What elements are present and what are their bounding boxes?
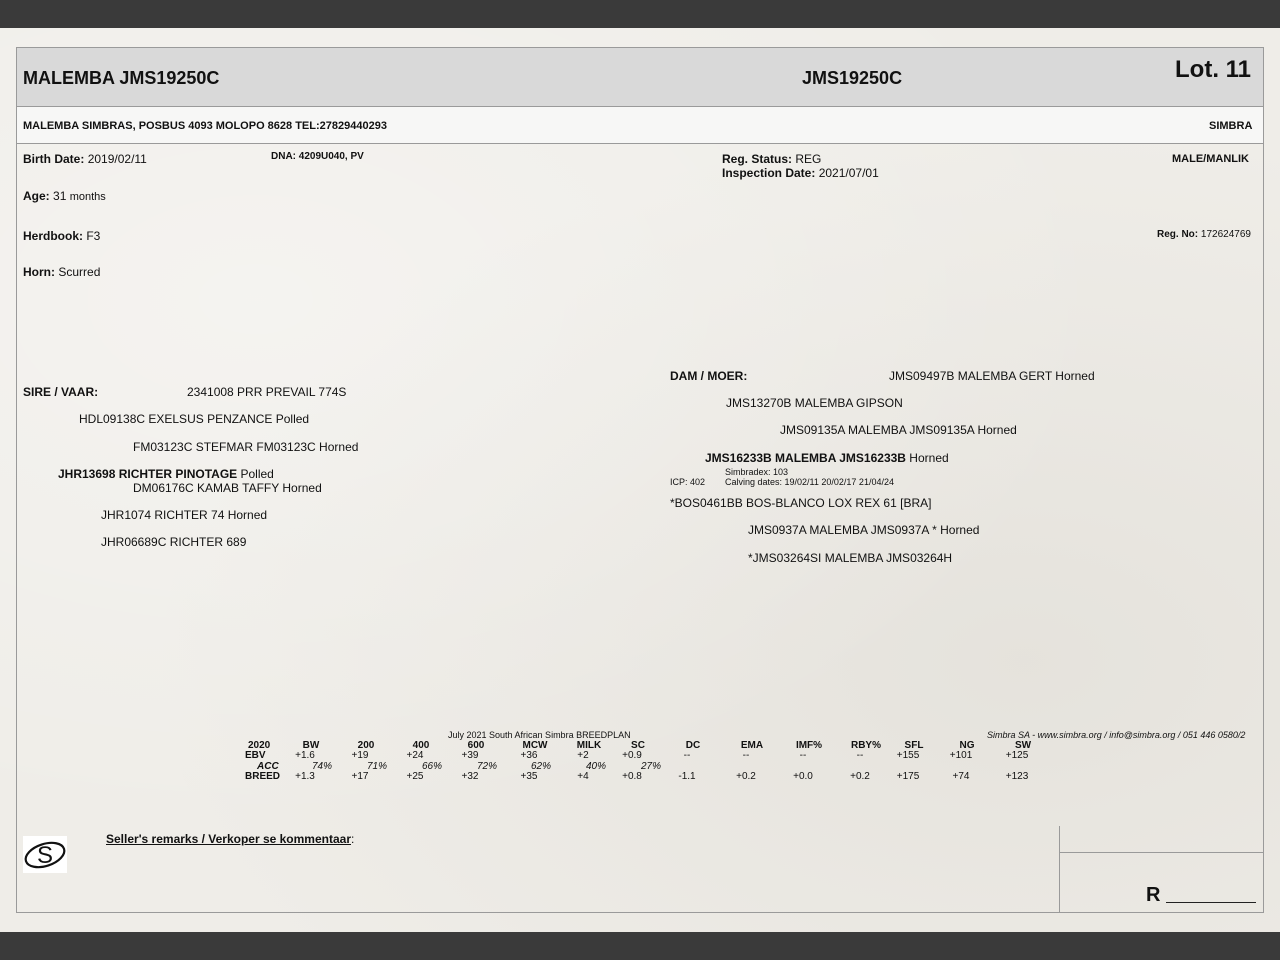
- sex: MALE/MANLIK: [1172, 153, 1249, 165]
- bp-breed-cell: +0.2: [736, 771, 756, 782]
- bp-breed-cell: +35: [520, 771, 538, 782]
- bp-column-header: SC: [631, 740, 645, 751]
- sire-sire: HDL09138C EXELSUS PENZANCE Polled: [79, 412, 310, 426]
- bp-acc-cell: 27%: [640, 761, 662, 772]
- bp-acc-cell: 40%: [585, 761, 607, 772]
- bp-breed-cell: +0.0: [793, 771, 813, 782]
- lot-number: Lot. 11: [1175, 56, 1252, 83]
- breedplan-title: July 2021 South African Simbra BREEDPLAN: [448, 730, 631, 740]
- sire-dam: JHR1074 RICHTER 74 Horned: [101, 508, 268, 522]
- simbra-logo: [23, 836, 67, 873]
- bp-breed-cell: -1.1: [678, 771, 696, 782]
- inspection-date: Inspection Date: 2021/07/01: [722, 166, 879, 180]
- bp-acc-cell: 71%: [366, 761, 388, 772]
- bp-breed-cell: +123: [1005, 771, 1029, 782]
- bp-breed-cell: +175: [896, 771, 920, 782]
- bp-column-header: IMF%: [795, 740, 823, 751]
- bp-ebv-cell: +2: [577, 750, 589, 761]
- horn: Horn: Scurred: [23, 265, 101, 279]
- sire: 2341008 PRR PREVAIL 774S: [187, 385, 347, 399]
- bp-ebv-cell: +155: [896, 750, 920, 761]
- breed-name: SIMBRA: [1209, 120, 1253, 132]
- sire-dam-sire: DM06176C KAMAB TAFFY Horned: [133, 481, 322, 495]
- price-prefix: R: [1146, 884, 1161, 906]
- bp-column-header: 600: [467, 740, 485, 751]
- bp-year: 2020: [248, 740, 271, 751]
- bp-ebv-cell: +39: [461, 750, 479, 761]
- sire-dam-dam: JHR06689C RICHTER 689: [101, 535, 247, 549]
- birth-date: Birth Date: 2019/02/11: [23, 152, 147, 166]
- breeder-info: MALEMBA SIMBRAS, POSBUS 4093 MOLOPO 8628 TEL:27829440293: [23, 120, 387, 132]
- bp-ebv-cell: +19: [351, 750, 369, 761]
- simbradex: Simbradex: 103: [725, 467, 789, 477]
- bp-ebv-cell: +0.9: [622, 750, 642, 761]
- bp-acc-cell: 72%: [476, 761, 498, 772]
- bp-breed-cell: +1.3: [295, 771, 315, 782]
- bp-column-header: BW: [302, 740, 320, 751]
- bp-column-header: NG: [959, 740, 975, 751]
- age: Age: 31 months: [23, 189, 106, 203]
- dam-sire: JMS13270B MALEMBA GIPSON: [726, 396, 903, 410]
- seller-remarks: Seller's remarks / Verkoper se kommentaar:: [106, 832, 355, 846]
- svg-text:S: S: [36, 842, 54, 869]
- bp-breed-label: BREED: [245, 771, 281, 782]
- bp-column-header: 400: [412, 740, 430, 751]
- bp-breed-cell: +74: [952, 771, 970, 782]
- dam: JMS09497B MALEMBA GERT Horned: [889, 369, 1095, 383]
- herdbook: Herdbook: F3: [23, 229, 101, 243]
- dam-dam-sire: *BOS0461BB BOS-BLANCO LOX REX 61 [BRA]: [670, 496, 932, 510]
- dam-dam-dam-dam: *JMS03264SI MALEMBA JMS03264H: [748, 551, 953, 565]
- dam-dam-dam: JMS0937A MALEMBA JMS0937A * Horned: [748, 523, 980, 537]
- bp-column-header: MCW: [522, 740, 548, 751]
- price-field[interactable]: [1166, 902, 1256, 903]
- reg-status: Reg. Status: REG: [722, 152, 822, 166]
- bp-column-header: DC: [685, 740, 701, 751]
- bp-ebv-cell: +1.6: [295, 750, 315, 761]
- sire-label: SIRE / VAAR:: [23, 385, 99, 399]
- breedplan-contact: Simbra SA - www.simbra.org / info@simbra.org / 051 446 0580/2: [987, 730, 1246, 740]
- bp-breed-cell: +25: [406, 771, 424, 782]
- bp-column-header: 200: [357, 740, 375, 751]
- bp-ebv-cell: --: [856, 750, 864, 761]
- remarks-divider: [1059, 826, 1060, 913]
- bp-column-header: SW: [1014, 740, 1032, 751]
- bp-column-header: EMA: [740, 740, 764, 751]
- bp-ebv-cell: +24: [406, 750, 424, 761]
- bp-breed-cell: +0.8: [622, 771, 642, 782]
- animal-name: MALEMBA JMS19250C: [23, 68, 220, 88]
- bp-ebv-label: EBV: [245, 750, 266, 761]
- bp-breed-cell: +0.2: [850, 771, 870, 782]
- calving-dates: Calving dates: 19/02/11 20/02/17 21/04/24: [725, 477, 894, 487]
- bp-acc-cell: 66%: [421, 761, 443, 772]
- bp-acc-cell: 74%: [311, 761, 333, 772]
- sire-sire-dam: FM03123C STEFMAR FM03123C Horned: [133, 440, 359, 454]
- dam-label: DAM / MOER:: [670, 369, 748, 383]
- bp-breed-cell: +4: [577, 771, 589, 782]
- icp: ICP: 402: [670, 477, 706, 487]
- dna-info: DNA: 4209U040, PV: [271, 151, 364, 162]
- bp-ebv-cell: +125: [1005, 750, 1029, 761]
- bp-acc-label: ACC: [257, 761, 279, 772]
- bp-ebv-cell: +36: [520, 750, 538, 761]
- animal-id: JMS19250C: [802, 68, 903, 88]
- price-box-divider: [1059, 852, 1264, 853]
- bp-breed-cell: +17: [351, 771, 369, 782]
- dam-dam: JMS16233B MALEMBA JMS16233B Horned: [705, 451, 949, 465]
- bp-ebv-cell: --: [742, 750, 750, 761]
- bp-ebv-cell: --: [799, 750, 807, 761]
- bp-ebv-cell: --: [683, 750, 691, 761]
- simbra-logo-icon: [23, 836, 67, 873]
- bp-breed-cell: +32: [461, 771, 479, 782]
- reg-number: Reg. No: 172624769: [1157, 229, 1251, 240]
- bp-column-header: MILK: [576, 740, 602, 751]
- bp-ebv-cell: +101: [949, 750, 973, 761]
- sire-sire-sire: JHR13698 RICHTER PINOTAGE Polled: [58, 467, 274, 481]
- bp-acc-cell: 62%: [530, 761, 552, 772]
- dam-sire-dam: JMS09135A MALEMBA JMS09135A Horned: [780, 423, 1017, 437]
- bp-column-header: SFL: [904, 740, 924, 751]
- bp-column-header: RBY%: [850, 740, 882, 751]
